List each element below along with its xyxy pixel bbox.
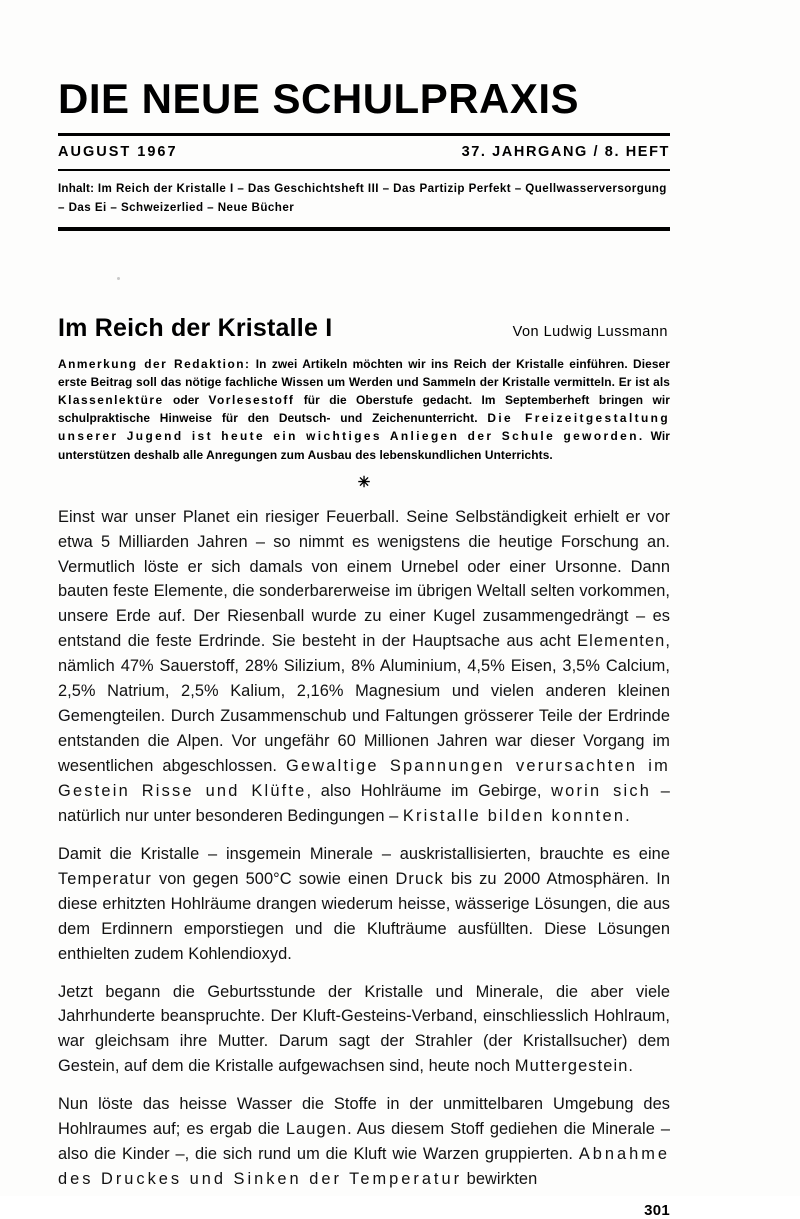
page-content bbox=[58, 0, 670, 1219]
body-emphasis-span: Muttergestein. bbox=[514, 1057, 635, 1076]
issue-number: 37. JAHRGANG / 8. HEFT bbox=[461, 144, 670, 160]
section-separator-asterisk: ✳ bbox=[357, 473, 371, 491]
body-emphasis-span: Laugen bbox=[285, 1120, 348, 1139]
body-paragraph bbox=[58, 505, 670, 829]
body-emphasis-span: Temperatur bbox=[58, 869, 152, 888]
publication-title: DIE NEUE SCHULPRAXIS bbox=[58, 75, 580, 122]
page-number: 301 bbox=[644, 1202, 670, 1219]
masthead bbox=[58, 0, 670, 120]
article-body bbox=[58, 505, 670, 1192]
editorial-note-part2: oder bbox=[163, 393, 209, 408]
body-emphasis-span: Druck bbox=[395, 869, 444, 888]
body-paragraph bbox=[58, 980, 670, 1080]
editorial-note-part4: Wir unterstützen deshalb alle Anregungen zum Ausbau des lebenskundlichen Unterrichts. bbox=[58, 429, 670, 462]
body-emphasis-span: Abnahme des Druckes und Sinken der Temperatur bbox=[58, 1145, 670, 1189]
article-title: Im Reich der Kristalle I bbox=[58, 313, 333, 342]
editorial-note-part3: für die Oberstufe gedacht. Im Septemberheft bringen wir schulpraktische Hinweise für den Deutsch- und Zeichenunterricht. bbox=[58, 393, 670, 426]
body-text-span: , also Hohlräume im Gebirge, bbox=[306, 781, 552, 800]
body-emphasis-span: Gewaltige Spannungen verursachten im Gestein Risse und Klüfte bbox=[58, 757, 670, 800]
editorial-note-keyword-klassenlektuere: Klassenlektüre bbox=[58, 393, 164, 408]
contents-rule-bottom bbox=[58, 227, 670, 231]
editorial-note-keyword-vorlesestoff: Vorlesestoff bbox=[208, 393, 295, 408]
body-text-span: , nämlich 47% Sauerstoff, 28% Silizium, 8% Aluminium, 4,5% Eisen, 3,5% Calcium, 2,5% Natrium, 2,5% Kalium, 2,16% Magnesium und vielen anderen kleinen Gemengteilen. Durch Zusammenschub und Faltungen grösserer Teile der Erdrinde entstanden die Alpen. Vor ungefähr 60 Millionen Jahren war dieser Vorgang im wesentlichen abgeschlossen. bbox=[58, 632, 670, 775]
contents-block bbox=[58, 171, 670, 227]
body-text-span: Jetzt begann die Geburtsstunde der Kristalle und Minerale, die aber viele Jahrhunderte beanspruchte. Der Kluft-Gesteins-Verband, einschliesslich Hohlraum, war gleichsam ihre Mutter. Darum sagt der Strahler (der Kristallsucher) dem Gestein, auf dem die Kristalle aufgewachsen sind, heute noch bbox=[58, 982, 670, 1076]
editorial-note bbox=[58, 355, 670, 464]
editorial-note-label: Anmerkung der Redaktion: bbox=[58, 357, 251, 372]
body-paragraph bbox=[58, 842, 670, 967]
editorial-note-part1: In zwei Artikeln möchten wir ins Reich der Kristalle einführen. Dieser erste Beitrag soll das nötige fachliche Wissen um Werden und Sammeln der Kristalle vermitteln. Er ist als bbox=[58, 357, 670, 390]
body-emphasis-span: worin sich bbox=[551, 781, 652, 800]
body-emphasis-span: Elementen bbox=[577, 632, 666, 651]
editorial-note-keyword-freizeitgestaltung: Die Freizeitgestaltung unserer Jugend ist heute ein wichtiges Anliegen der Schule geworden. bbox=[58, 411, 670, 444]
contents-label: Inhalt: bbox=[58, 182, 95, 195]
issue-line bbox=[58, 136, 670, 169]
body-text-span: von gegen 500°C sowie einen bbox=[151, 869, 396, 888]
body-text-span: bewirkten bbox=[462, 1170, 538, 1189]
body-text-span: Nun löste das heisse Wasser die Stoffe in der unmittelbaren Umgebung des Hohlraumes auf; es ergab die bbox=[58, 1095, 670, 1139]
body-emphasis-span: Kristalle bilden konnten. bbox=[402, 806, 632, 825]
body-text-span: Einst war unser Planet ein riesiger Feuerball. Seine Selbständigkeit erhielt er vor etwa 5 Milliarden Jahren – so nimmt es wenigstens die heutige Forschung an. Vermutlich löste er sich damals von einem Urnebel oder einer Ursonne. Dann bauten feste Elemente, die sonderbarerweise im übrigen Weltall selten vorkommen, unsere Erde auf. Der Riesenball wurde zu einer Kugel zusammengedrängt – es entstand die feste Erdrinde. Sie besteht in der Hauptsache aus acht bbox=[58, 507, 670, 651]
body-text-span: bis zu 2000 Atmosphären. In diese erhitzten Hohlräume drangen wiederum heisse, wässerige Lösungen, die aus dem Erdinnern emporstiegen und die Klufträume ausfüllten. Diese Lösungen enthielten zudem Kohlendioxyd. bbox=[58, 869, 671, 963]
article-header bbox=[58, 315, 670, 343]
body-paragraph bbox=[58, 1092, 670, 1192]
body-text-span: Damit die Kristalle – insgemein Minerale – auskristallisierten, brauchte es eine bbox=[58, 844, 670, 863]
contents-entries: Im Reich der Kristalle I – Das Geschichtsheft III – Das Partizip Perfekt – Quellwasserversorgung – Das Ei – Schweizerlied – Neue Bücher bbox=[58, 182, 667, 214]
article-byline: Von Ludwig Lussmann bbox=[512, 323, 668, 340]
body-text-span: . Aus diesem Stoff gediehen die Minerale – also die Kinder –, die sich rund um die Kluft wie Warzen gruppierten. bbox=[58, 1120, 671, 1164]
body-text-span: – natürlich nur unter besonderen Bedingungen – bbox=[58, 781, 670, 825]
issue-date: AUGUST 1967 bbox=[58, 144, 178, 160]
